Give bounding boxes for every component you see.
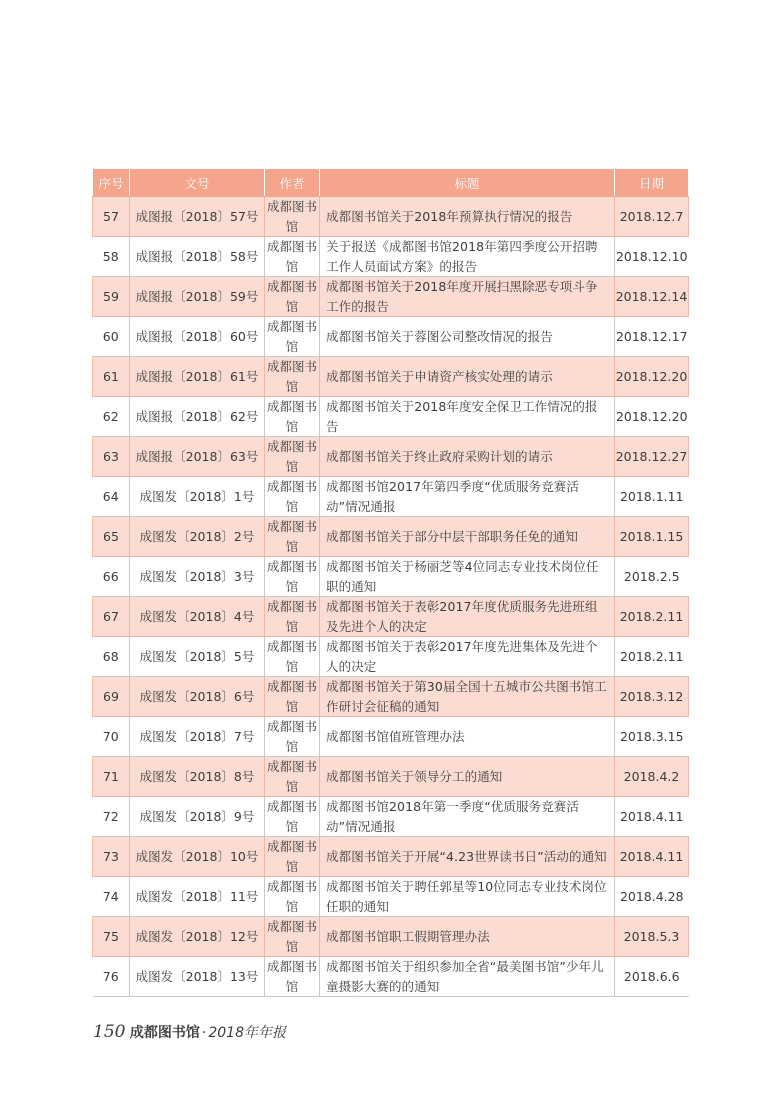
cell-date: 2018.1.15 [615, 517, 689, 557]
cell-author: 成都图书馆 [265, 277, 320, 317]
header-author: 作者 [265, 169, 320, 197]
cell-title: 成都图书馆关于2018年预算执行情况的报告 [320, 197, 615, 237]
cell-seq: 75 [93, 917, 130, 957]
cell-doc-number: 成图报〔2018〕58号 [130, 237, 265, 277]
cell-date: 2018.2.5 [615, 557, 689, 597]
cell-title: 成都图书馆职工假期管理办法 [320, 917, 615, 957]
cell-seq: 74 [93, 877, 130, 917]
cell-date: 2018.4.28 [615, 877, 689, 917]
cell-title: 成都图书馆关于终止政府采购计划的请示 [320, 437, 615, 477]
table-row [93, 197, 689, 237]
cell-title: 成都图书馆关于2018年度安全保卫工作情况的报告 [320, 397, 615, 437]
cell-date: 2018.5.3 [615, 917, 689, 957]
cell-date: 2018.1.11 [615, 477, 689, 517]
cell-seq: 72 [93, 797, 130, 837]
cell-author: 成都图书馆 [265, 797, 320, 837]
cell-date: 2018.12.20 [615, 357, 689, 397]
cell-author: 成都图书馆 [265, 597, 320, 637]
cell-seq: 76 [93, 957, 130, 997]
cell-author: 成都图书馆 [265, 437, 320, 477]
cell-title: 成都图书馆关于领导分工的通知 [320, 757, 615, 797]
table-row [93, 917, 689, 957]
cell-doc-number: 成图发〔2018〕7号 [130, 717, 265, 757]
cell-date: 2018.2.11 [615, 597, 689, 637]
cell-doc-number: 成图发〔2018〕3号 [130, 557, 265, 597]
header-date: 日期 [615, 169, 689, 197]
cell-author: 成都图书馆 [265, 877, 320, 917]
cell-author: 成都图书馆 [265, 757, 320, 797]
cell-title: 成都图书馆关于杨丽芝等4位同志专业技术岗位任职的通知 [320, 557, 615, 597]
cell-seq: 58 [93, 237, 130, 277]
cell-date: 2018.12.14 [615, 277, 689, 317]
cell-doc-number: 成图报〔2018〕60号 [130, 317, 265, 357]
table-row [93, 477, 689, 517]
cell-seq: 71 [93, 757, 130, 797]
cell-doc-number: 成图发〔2018〕10号 [130, 837, 265, 877]
cell-title: 成都图书馆关于表彰2017年度优质服务先进班组及先进个人的决定 [320, 597, 615, 637]
table-row [93, 357, 689, 397]
cell-author: 成都图书馆 [265, 837, 320, 877]
cell-doc-number: 成图报〔2018〕63号 [130, 437, 265, 477]
cell-author: 成都图书馆 [265, 237, 320, 277]
cell-date: 2018.3.12 [615, 677, 689, 717]
cell-title: 成都图书馆2017年第四季度“优质服务竞赛活动”情况通报 [320, 477, 615, 517]
cell-seq: 67 [93, 597, 130, 637]
cell-doc-number: 成图报〔2018〕57号 [130, 197, 265, 237]
document-list-table [92, 168, 689, 997]
cell-doc-number: 成图发〔2018〕11号 [130, 877, 265, 917]
table-row [93, 557, 689, 597]
cell-date: 2018.12.17 [615, 317, 689, 357]
cell-seq: 61 [93, 357, 130, 397]
cell-seq: 57 [93, 197, 130, 237]
cell-doc-number: 成图发〔2018〕13号 [130, 957, 265, 997]
cell-title: 成都图书馆关于第30届全国十五城市公共图书馆工作研讨会征稿的通知 [320, 677, 615, 717]
table-row [93, 637, 689, 677]
cell-title: 成都图书馆关于开展“4.23世界读书日”活动的通知 [320, 837, 615, 877]
table-row [93, 237, 689, 277]
table-row [93, 397, 689, 437]
cell-doc-number: 成图发〔2018〕8号 [130, 757, 265, 797]
table-row [93, 797, 689, 837]
cell-seq: 73 [93, 837, 130, 877]
cell-title: 成都图书馆值班管理办法 [320, 717, 615, 757]
cell-seq: 68 [93, 637, 130, 677]
cell-author: 成都图书馆 [265, 197, 320, 237]
cell-author: 成都图书馆 [265, 477, 320, 517]
cell-title: 成都图书馆关于组织参加全省“最美图书馆”少年儿童摄影大赛的的通知 [320, 957, 615, 997]
cell-date: 2018.12.20 [615, 397, 689, 437]
cell-title: 关于报送《成都图书馆2018年第四季度公开招聘工作人员面试方案》的报告 [320, 237, 615, 277]
cell-doc-number: 成图报〔2018〕62号 [130, 397, 265, 437]
cell-author: 成都图书馆 [265, 677, 320, 717]
cell-date: 2018.4.11 [615, 837, 689, 877]
table-row [93, 437, 689, 477]
cell-seq: 63 [93, 437, 130, 477]
cell-seq: 59 [93, 277, 130, 317]
cell-author: 成都图书馆 [265, 357, 320, 397]
cell-doc-number: 成图发〔2018〕12号 [130, 917, 265, 957]
cell-seq: 64 [93, 477, 130, 517]
cell-author: 成都图书馆 [265, 517, 320, 557]
cell-date: 2018.3.15 [615, 717, 689, 757]
cell-date: 2018.12.27 [615, 437, 689, 477]
cell-doc-number: 成图发〔2018〕4号 [130, 597, 265, 637]
cell-title: 成都图书馆关于聘任郭星等10位同志专业技术岗位任职的通知 [320, 877, 615, 917]
header-seq: 序号 [93, 169, 130, 197]
cell-title: 成都图书馆关于蓉图公司整改情况的报告 [320, 317, 615, 357]
cell-date: 2018.12.10 [615, 237, 689, 277]
cell-author: 成都图书馆 [265, 957, 320, 997]
cell-doc-number: 成图发〔2018〕1号 [130, 477, 265, 517]
cell-title: 成都图书馆2018年第一季度“优质服务竞赛活动”情况通报 [320, 797, 615, 837]
footer-separator: · [201, 1025, 207, 1041]
table-body [93, 197, 689, 997]
footer-report-name: 2018年年报 [208, 1025, 286, 1041]
cell-date: 2018.4.2 [615, 757, 689, 797]
cell-doc-number: 成图发〔2018〕2号 [130, 517, 265, 557]
cell-doc-number: 成图发〔2018〕6号 [130, 677, 265, 717]
header-title: 标题 [320, 169, 615, 197]
cell-doc-number: 成图报〔2018〕59号 [130, 277, 265, 317]
page-footer [93, 1022, 286, 1042]
cell-author: 成都图书馆 [265, 397, 320, 437]
cell-date: 2018.4.11 [615, 797, 689, 837]
cell-title: 成都图书馆关于部分中层干部职务任免的通知 [320, 517, 615, 557]
cell-title: 成都图书馆关于申请资产核实处理的请示 [320, 357, 615, 397]
cell-title: 成都图书馆关于表彰2017年度先进集体及先进个人的决定 [320, 637, 615, 677]
table-row [93, 957, 689, 997]
cell-date: 2018.12.7 [615, 197, 689, 237]
cell-author: 成都图书馆 [265, 717, 320, 757]
cell-seq: 70 [93, 717, 130, 757]
cell-seq: 66 [93, 557, 130, 597]
footer-library-name: 成都图书馆 [129, 1025, 200, 1041]
cell-seq: 65 [93, 517, 130, 557]
table-row [93, 517, 689, 557]
cell-author: 成都图书馆 [265, 317, 320, 357]
cell-author: 成都图书馆 [265, 557, 320, 597]
table-row [93, 597, 689, 637]
table-header-row [93, 169, 689, 197]
table-row [93, 677, 689, 717]
cell-seq: 60 [93, 317, 130, 357]
table-row [93, 877, 689, 917]
cell-doc-number: 成图报〔2018〕61号 [130, 357, 265, 397]
cell-doc-number: 成图发〔2018〕9号 [130, 797, 265, 837]
cell-date: 2018.6.6 [615, 957, 689, 997]
header-doc-number: 文号 [130, 169, 265, 197]
cell-date: 2018.2.11 [615, 637, 689, 677]
cell-author: 成都图书馆 [265, 637, 320, 677]
table-row [93, 757, 689, 797]
page-number: 150 [93, 1022, 126, 1042]
table-row [93, 317, 689, 357]
cell-title: 成都图书馆关于2018年度开展扫黑除恶专项斗争工作的报告 [320, 277, 615, 317]
table-row [93, 717, 689, 757]
cell-seq: 69 [93, 677, 130, 717]
cell-doc-number: 成图发〔2018〕5号 [130, 637, 265, 677]
cell-seq: 62 [93, 397, 130, 437]
table-row [93, 277, 689, 317]
cell-author: 成都图书馆 [265, 917, 320, 957]
table-row [93, 837, 689, 877]
